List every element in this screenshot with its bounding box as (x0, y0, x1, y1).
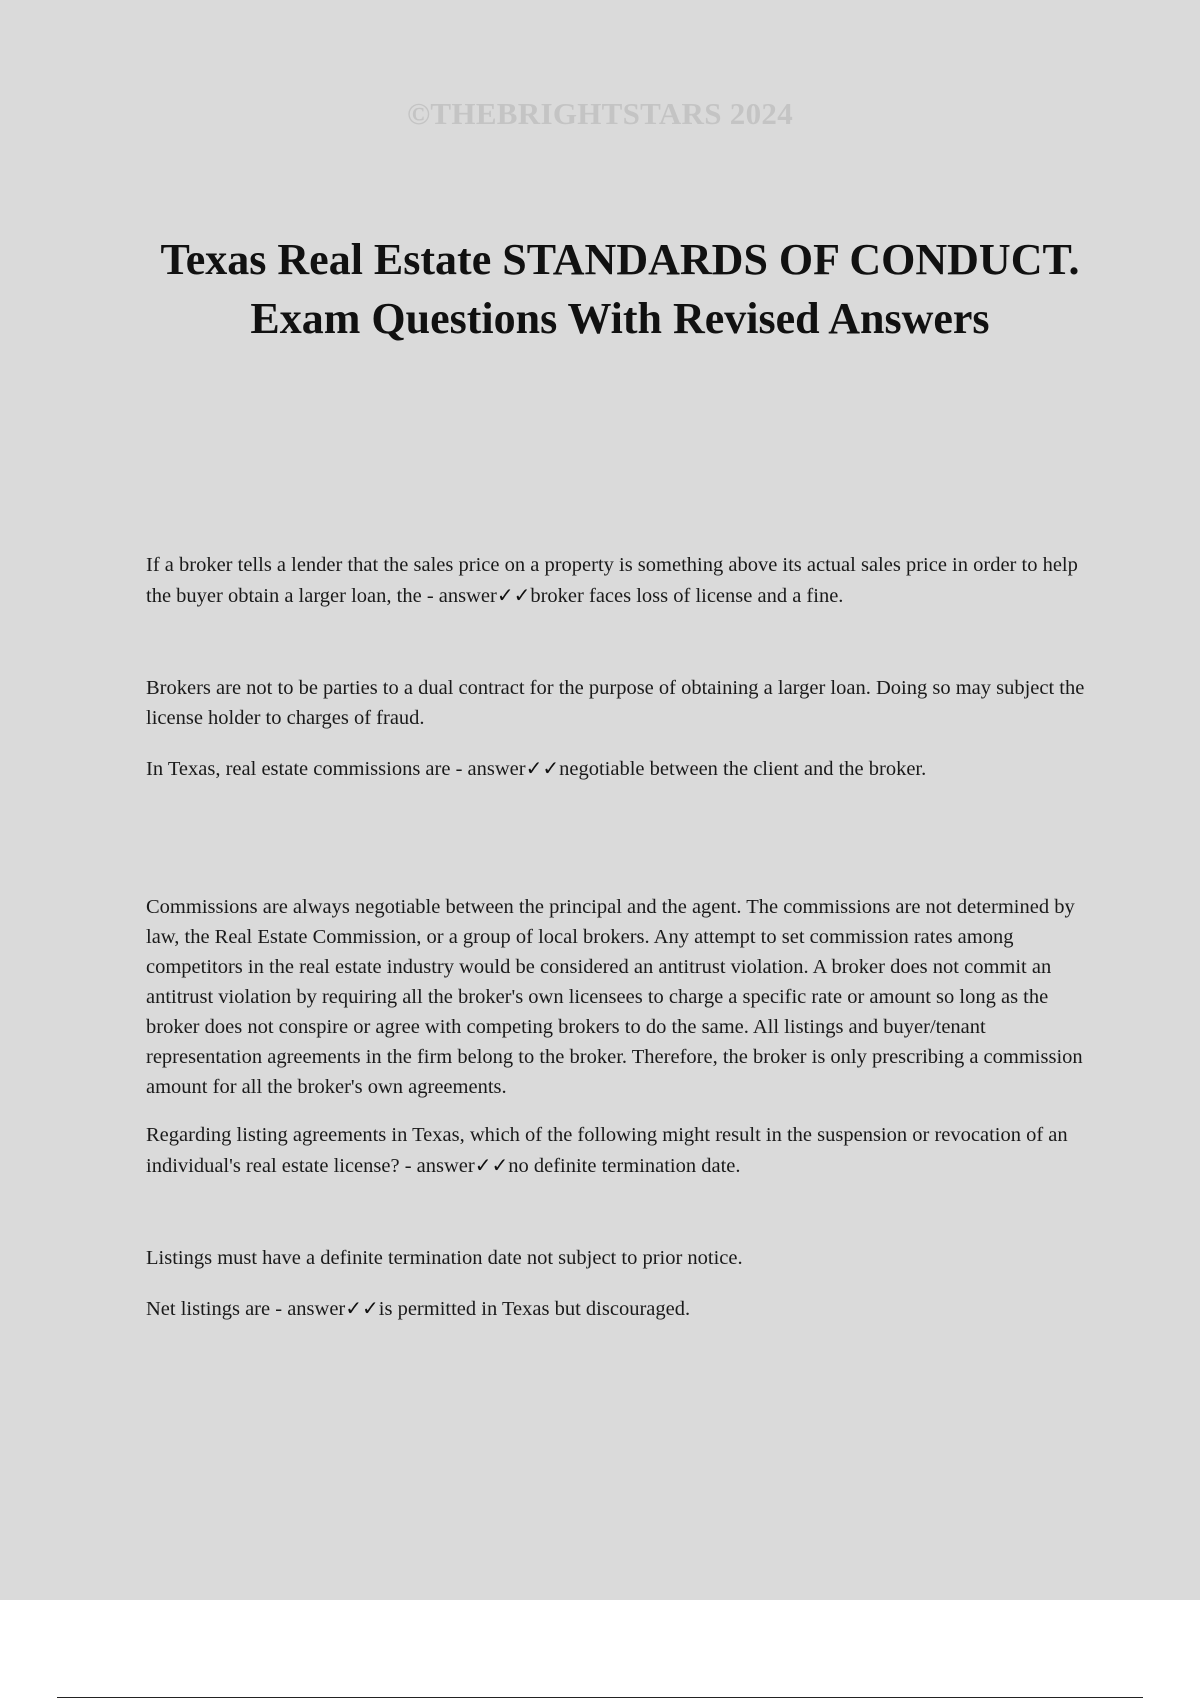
qa-question-1 (146, 550, 1096, 611)
qa-question-3 (146, 1120, 1096, 1181)
question-text: Net listings are (146, 1298, 271, 1320)
document-title: Texas Real Estate STANDARDS OF CONDUCT. Exam Questions With Revised Answers (160, 235, 1080, 343)
answer-text: no definite termination date. (508, 1155, 741, 1177)
question-text: If a broker tells a lender that the sales price on a property is something above its actual sales price in order to help the buyer obtain a larger loan, the (146, 554, 1078, 607)
qa-explanation-3: Listings must have a definite termination date not subject to prior notice. (146, 1247, 743, 1269)
answer-text: is permitted in Texas but discouraged. (378, 1298, 691, 1320)
qa-question-4 (146, 1293, 1096, 1324)
qa-explanation-2: Commissions are always negotiable between the principal and the agent. The commissions are not determined by law, the Real Estate Commission, or a group of local brokers. Any attempt to set commission rates among competitors in the real estate industry would be considered an antitrust violation. A broker does not commit an antitrust violation by requiring all the broker's own licensees to charge a specific rate or amount so long as the broker does not conspire or agree with competing brokers to do the same. All listings and buyer/tenant representation agreements in the firm belong to the broker. Therefore, the broker is only prescribing a commission amount for all the broker's own agreements. (146, 896, 1083, 1098)
answer-text: negotiable between the client and the broker. (559, 758, 927, 780)
page-divider (57, 1697, 1143, 1698)
qa-content (146, 550, 1096, 1324)
question-text: Regarding listing agreements in Texas, which of the following might result in the suspension or revocation of an individual's real estate license? (146, 1124, 1068, 1177)
answer-prefix: - answer (421, 585, 497, 607)
qa-explanation-1: Brokers are not to be parties to a dual contract for the purpose of obtaining a larger loan. Doing so may subject the license holder to charges of fraud. (146, 677, 1085, 729)
double-check-icon: ✓✓ (496, 583, 531, 607)
question-text: In Texas, real estate commissions are (146, 758, 451, 780)
copyright-watermark: ©THEBRIGHTSTARS 2024 (406, 96, 794, 131)
answer-prefix: - answer (270, 1298, 346, 1320)
answer-prefix: - answer (450, 758, 526, 780)
double-check-icon: ✓✓ (525, 756, 560, 780)
qa-question-2 (146, 753, 1096, 784)
answer-text: broker faces loss of license and a fine. (530, 585, 844, 607)
double-check-icon: ✓✓ (474, 1153, 509, 1177)
double-check-icon: ✓✓ (345, 1296, 379, 1320)
answer-prefix: - answer (399, 1155, 475, 1177)
